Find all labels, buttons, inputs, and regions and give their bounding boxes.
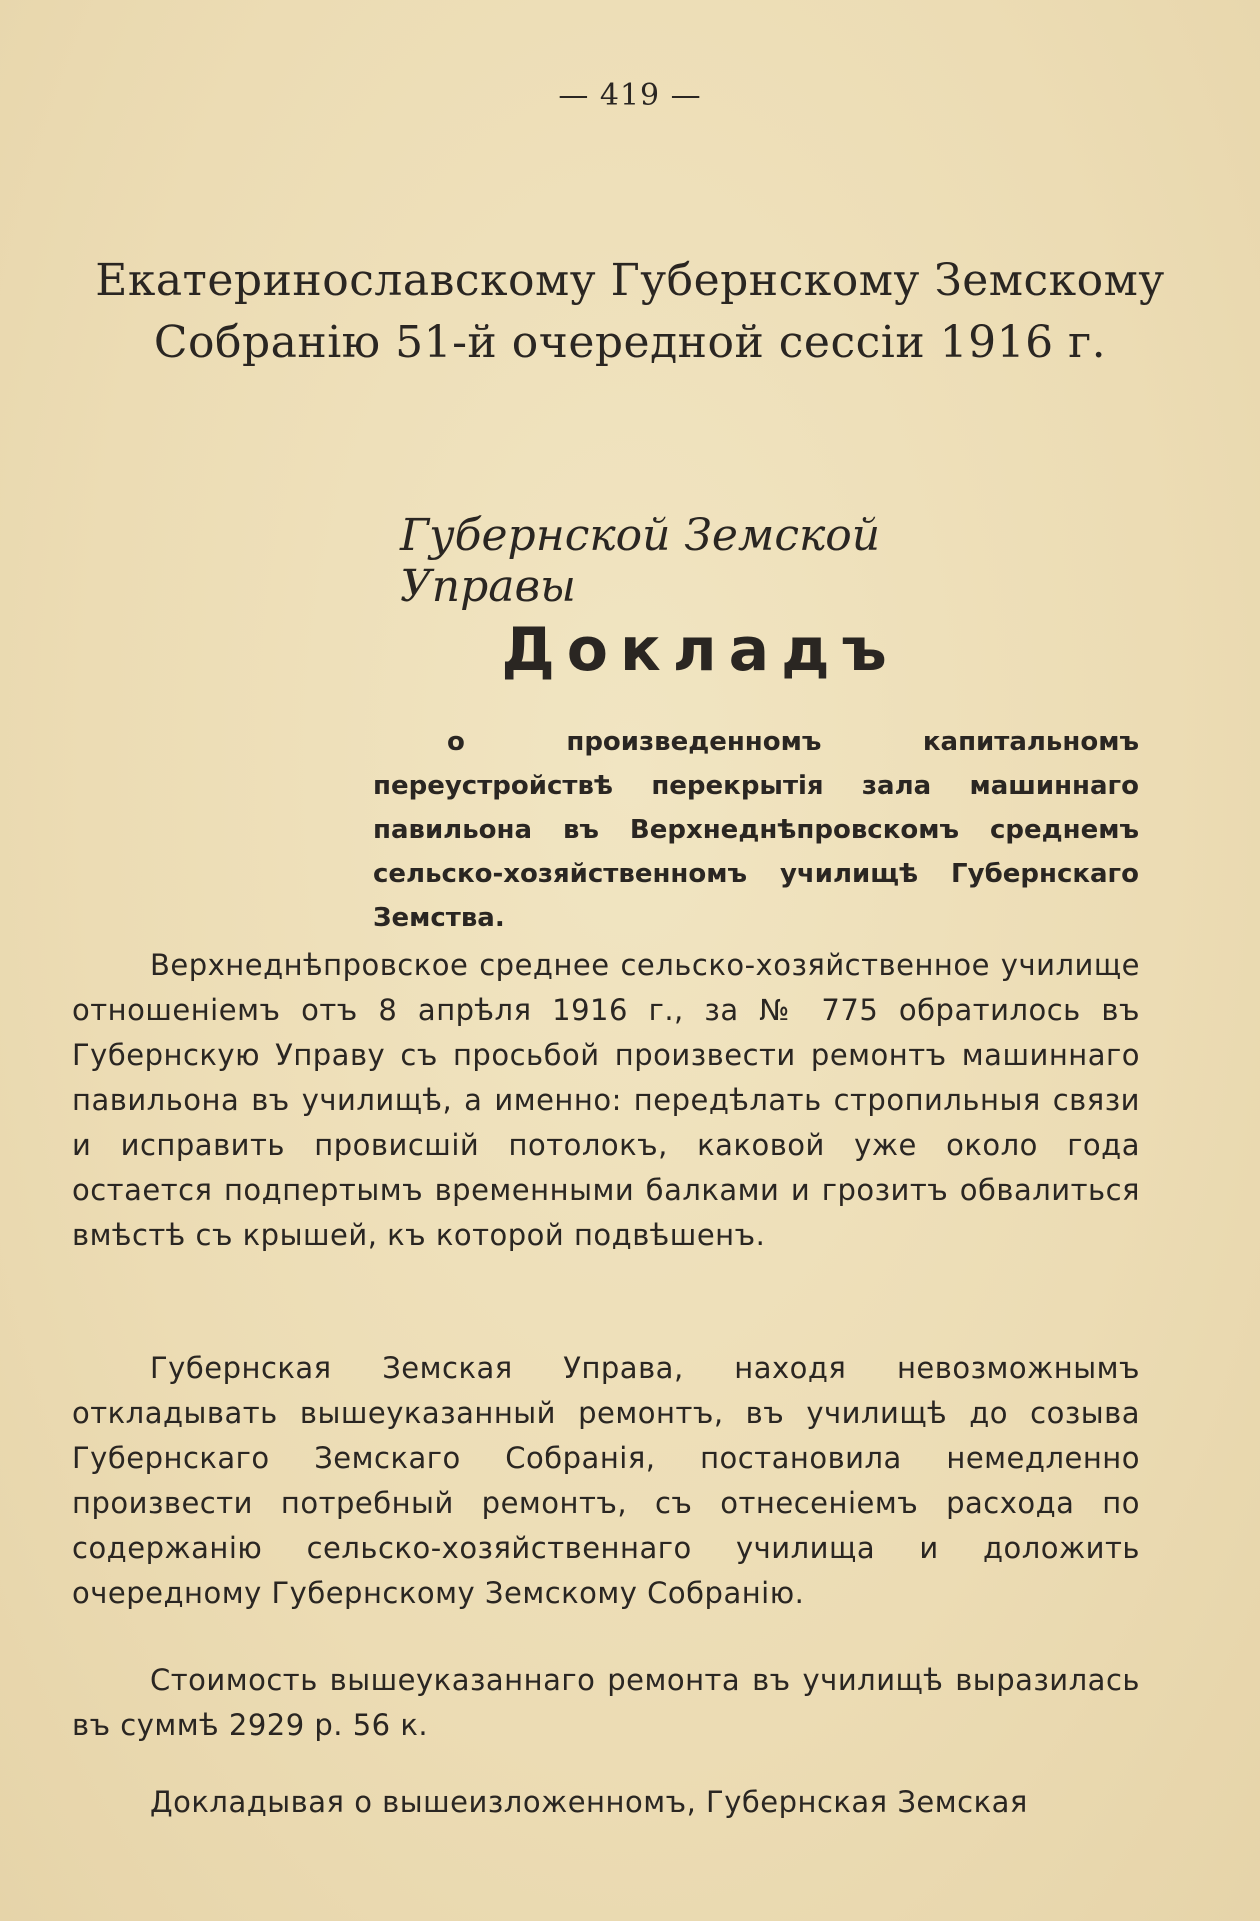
page-number: — 419 — — [558, 78, 702, 113]
document-title: Докладъ — [501, 615, 899, 685]
document-subject: о произведенномъ капитальномъ переустройствѣ перекрытія зала машиннаго павильона въ Верхнеднѣпровскомъ среднемъ сельско-хозяйственномъ училищѣ Губернскаго Земства. — [373, 727, 1139, 933]
body-paragraph-3: Стоимость вышеуказаннаго ремонта въ училищѣ выразилась въ суммѣ 2929 р. 56 к. — [72, 1663, 1140, 1742]
page-heading — [60, 250, 1200, 374]
heading-line-2: Собранію 51-й очередной сессіи 1916 г. — [153, 317, 1107, 368]
body-paragraph-1: Верхнеднѣпровское среднее сельско-хозяйственное училище отношеніемъ отъ 8 апрѣля 1916 г., за № 775 обратилось въ Губернскую Управу съ просьбой произвести ремонтъ машиннаго павильона въ училищѣ, а именно: передѣлать стропильныя связи и исправить провисшій потолокъ, каковой уже около года остается подпертымъ временными балками и грозитъ обвалиться вмѣстѣ съ крышей, къ которой подвѣшенъ. — [72, 948, 1140, 1252]
body-paragraph-2: Губернская Земская Управа, находя невозможнымъ откладывать вышеуказанный ремонтъ, въ училищѣ до созыва Губернскаго Земскаго Собранія, постановила немедленно произвести потребный ремонтъ, съ отнесеніемъ расхода по содержанію сельско-хозяйственнаго училища и доложить очередному Губернскому Земскому Собранію. — [72, 1351, 1140, 1610]
heading-line-1: Екатеринославскому Губернскому Земскому — [95, 255, 1165, 306]
body-paragraph-4: Докладывая о вышеизложенномъ, Губернская Земская — [150, 1785, 1028, 1819]
subheading: Губернской Земской Управы — [400, 510, 881, 612]
